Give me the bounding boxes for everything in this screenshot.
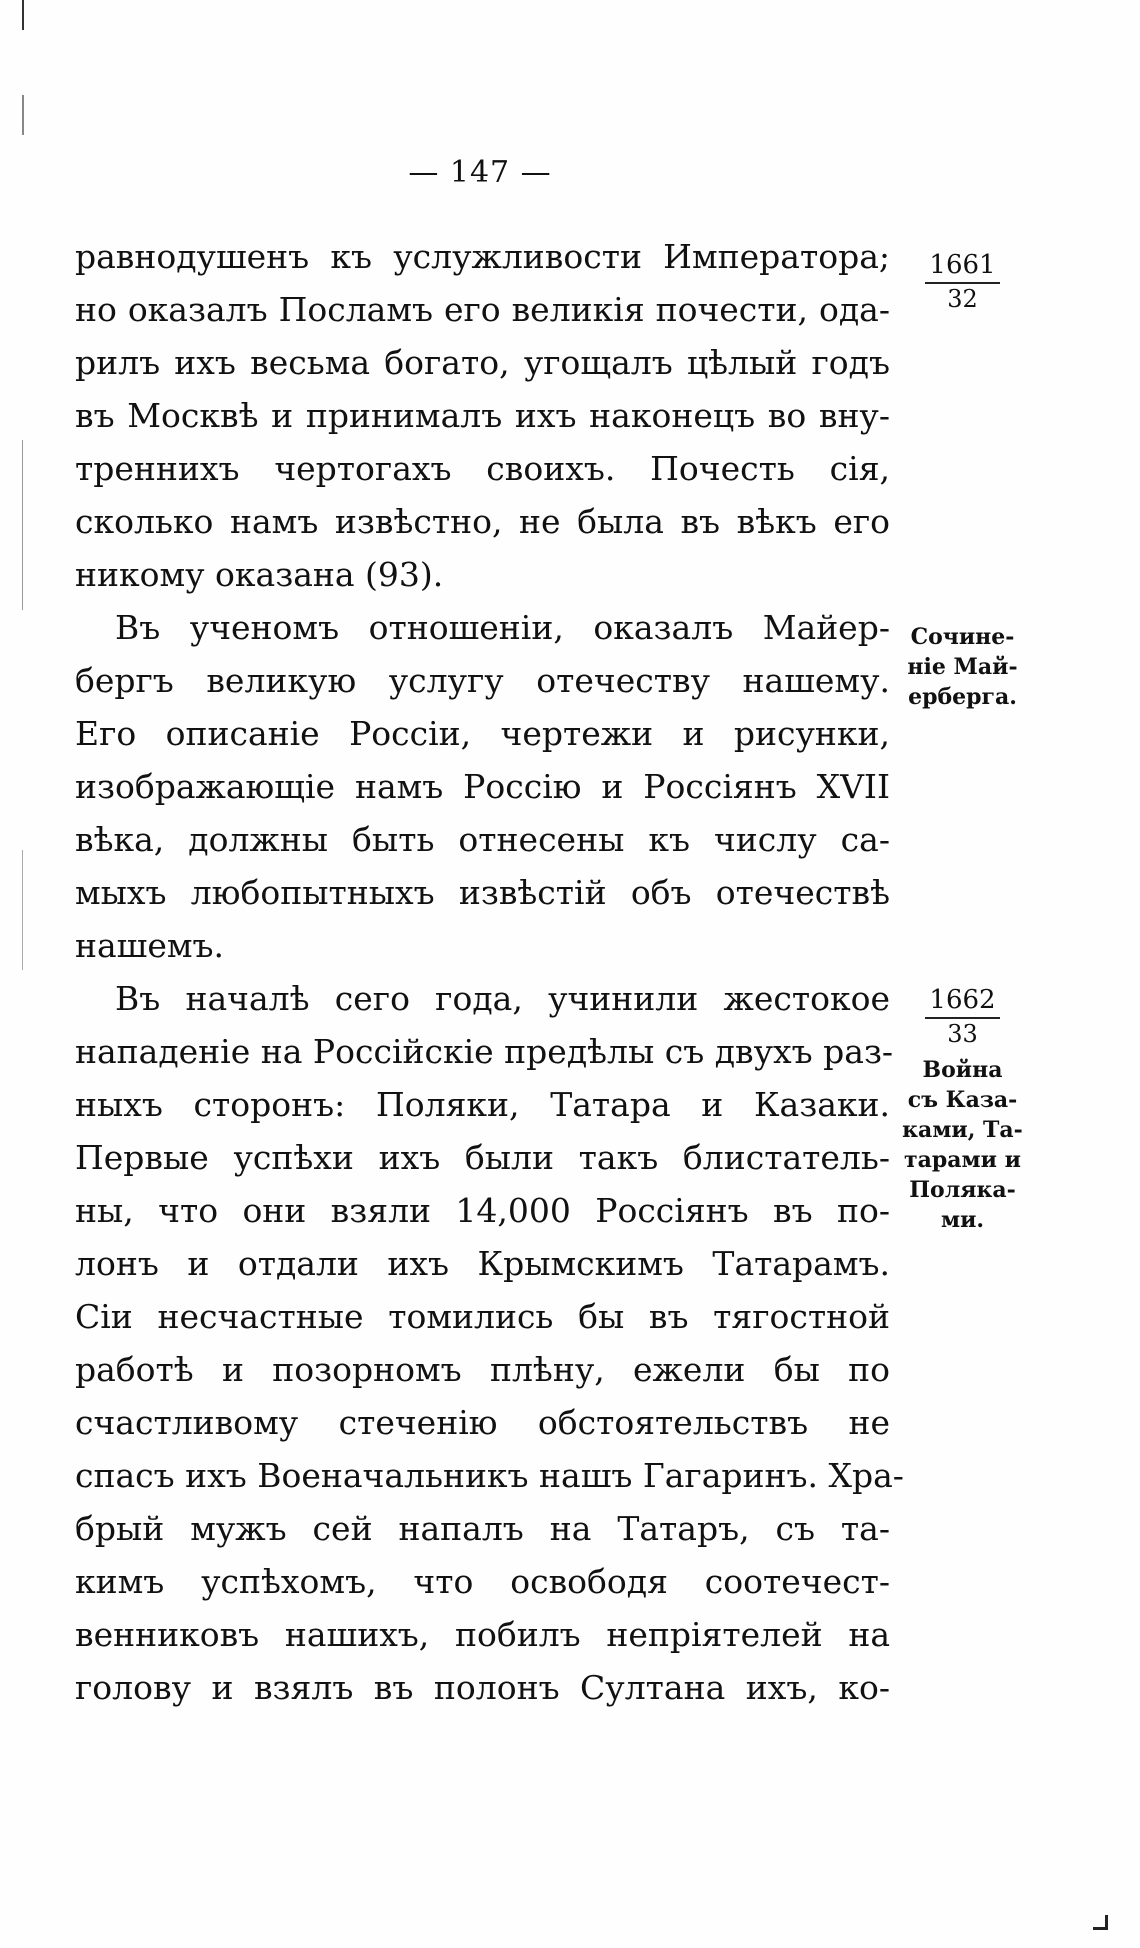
margin-year-bottom: 33 — [947, 1020, 978, 1048]
text-line: нашемъ. — [75, 926, 225, 965]
text-line: Первые успѣхи ихъ были такъ блистатель- — [75, 1138, 890, 1177]
page-number: — 147 — — [408, 155, 552, 190]
text-line: бергъ великую услугу отечеству нашему. — [75, 661, 890, 700]
margin-note-line: ми. — [940, 1207, 985, 1233]
page-edge-mark — [22, 850, 23, 970]
text-line: спасъ ихъ Военачальникъ нашъ Гагаринъ. Хра- — [75, 1456, 904, 1495]
margin-note-line: ніе Май- — [907, 654, 1018, 680]
text-line: счастливому стеченію обстоятельствъ не — [75, 1403, 890, 1442]
margin-note-line: Поляка- — [909, 1177, 1016, 1203]
text-line: кимъ успѣхомъ, что освободя соотечест- — [75, 1562, 890, 1601]
page-edge-mark — [22, 0, 24, 30]
text-line: рилъ ихъ весьма богато, угощалъ цѣлый годъ — [75, 343, 890, 382]
margin-note-line: Война — [922, 1057, 1003, 1083]
margin-note-line: тарами и — [904, 1147, 1021, 1173]
margin-note-line: съ Каза- — [907, 1087, 1018, 1113]
text-line: сколько намъ извѣстно, не была въ вѣкъ его — [75, 502, 890, 541]
text-line: Въ началѣ сего года, учинили жестокое — [115, 979, 890, 1018]
text-line: вѣка, должны быть отнесены къ числу са- — [75, 820, 890, 859]
margin-year-top: 1662 — [925, 985, 999, 1019]
body-text — [75, 230, 904, 1714]
margin-note-meyerberg — [900, 622, 1025, 712]
corner-mark-icon — [1093, 1915, 1108, 1930]
text-line: работѣ и позорномъ плѣну, ежели бы по — [75, 1350, 890, 1389]
margin-year-top: 1661 — [925, 250, 999, 284]
text-line: Его описаніе Россіи, чертежи и рисунки, — [75, 714, 890, 753]
page-edge-mark — [22, 95, 24, 135]
text-line: равнодушенъ къ услужливости Императора; — [75, 237, 890, 276]
text-line: но оказалъ Посламъ его великія почести, ода- — [75, 290, 890, 329]
text-line: Сіи несчастные томились бы въ тягостной — [75, 1297, 890, 1336]
text-line: лонъ и отдали ихъ Крымскимъ Татарамъ. — [75, 1244, 890, 1283]
text-line: Въ ученомъ отношеніи, оказалъ Майер- — [115, 608, 890, 647]
text-line: венниковъ нашихъ, побилъ непріятелей на — [75, 1615, 890, 1654]
margin-note-line: Сочине- — [910, 624, 1015, 650]
margin-year-1661 — [900, 250, 1025, 314]
text-line: нападеніе на Россійскіе предѣлы съ двухъ раз- — [75, 1032, 894, 1071]
text-line: изображающіе намъ Россію и Россіянъ XVII — [75, 767, 890, 806]
text-line: голову и взялъ въ полонъ Султана ихъ, ко- — [75, 1668, 890, 1707]
text-line: ны, что они взяли 14,000 Россіянъ въ по- — [75, 1191, 890, 1230]
text-line: брый мужъ сей напалъ на Татаръ, съ та- — [75, 1509, 890, 1548]
text-line: ныхъ сторонъ: Поляки, Татара и Казаки. — [75, 1085, 890, 1124]
text-line: въ Москвѣ и принималъ ихъ наконецъ во вну- — [75, 396, 890, 435]
page-edge-mark — [22, 440, 23, 610]
text-line: мыхъ любопытныхъ извѣстій объ отечествѣ — [75, 873, 890, 912]
margin-year-1662 — [900, 985, 1025, 1049]
margin-year-bottom: 32 — [947, 285, 978, 313]
margin-note-line: ерберга. — [908, 684, 1017, 710]
margin-note-line: ками, Та- — [902, 1117, 1023, 1143]
text-line: треннихъ чертогахъ своихъ. Почесть сія, — [75, 449, 890, 488]
text-line: никому оказана (93). — [75, 555, 444, 594]
margin-note-war — [900, 1055, 1025, 1235]
